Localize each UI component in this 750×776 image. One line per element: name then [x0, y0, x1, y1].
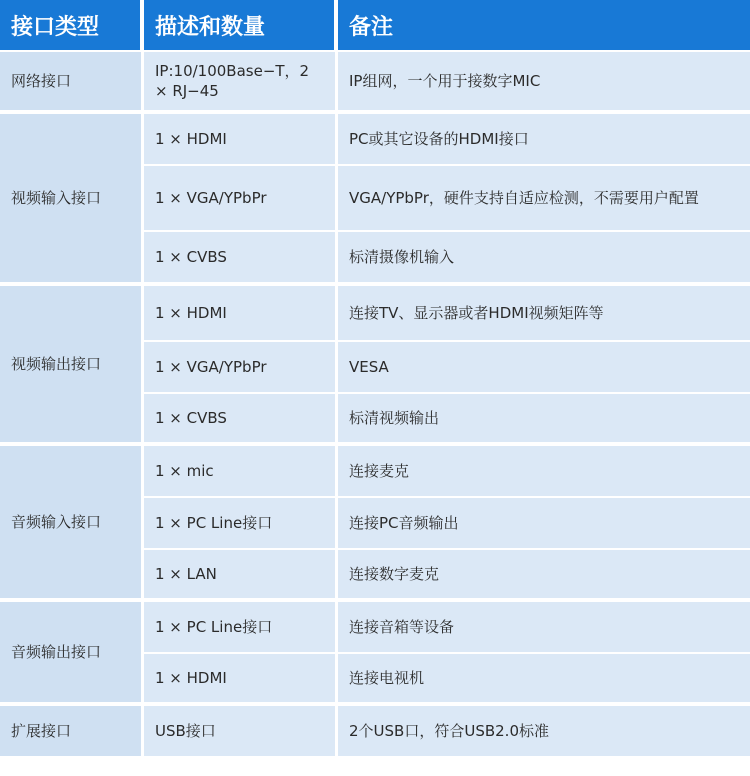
header-interface-type: 接口类型 [0, 0, 144, 52]
description-cell: 1 × LAN [144, 550, 338, 602]
note-cell: 标清摄像机输入 [338, 232, 750, 286]
interface-type-cell: 音频输出接口 [0, 602, 144, 706]
note-cell: 2个USB口，符合USB2.0标准 [338, 706, 750, 758]
description-cell: IP:10/100Base−T，2 × RJ−45 [144, 52, 338, 114]
interface-type-cell: 视频输入接口 [0, 114, 144, 286]
table-row [0, 52, 750, 114]
note-cell: 连接麦克 [338, 446, 750, 498]
note-cell: VESA [338, 342, 750, 394]
description-cell: 1 × HDMI [144, 286, 338, 342]
table-row [0, 114, 750, 166]
note-cell: 连接PC音频输出 [338, 498, 750, 550]
description-cell: 1 × PC Line接口 [144, 602, 338, 654]
note-cell: IP组网，一个用于接数字MIC [338, 52, 750, 114]
table-row [0, 286, 750, 342]
note-cell: 连接TV、显示器或者HDMI视频矩阵等 [338, 286, 750, 342]
description-cell: USB接口 [144, 706, 338, 758]
note-cell: 标清视频输出 [338, 394, 750, 446]
interface-type-cell: 音频输入接口 [0, 446, 144, 602]
note-cell: PC或其它设备的HDMI接口 [338, 114, 750, 166]
description-cell: 1 × CVBS [144, 394, 338, 446]
description-cell: 1 × VGA/YPbPr [144, 342, 338, 394]
description-cell: 1 × mic [144, 446, 338, 498]
table-row [0, 446, 750, 498]
header-description-quantity: 描述和数量 [144, 0, 338, 52]
header-notes: 备注 [338, 0, 750, 52]
interface-type-cell: 扩展接口 [0, 706, 144, 758]
note-cell: 连接数字麦克 [338, 550, 750, 602]
header-row [0, 0, 750, 52]
table-row [0, 706, 750, 758]
note-cell: 连接音箱等设备 [338, 602, 750, 654]
interface-type-cell: 网络接口 [0, 52, 144, 114]
description-cell: 1 × HDMI [144, 114, 338, 166]
interface-type-cell: 视频输出接口 [0, 286, 144, 446]
description-cell: 1 × PC Line接口 [144, 498, 338, 550]
description-cell: 1 × CVBS [144, 232, 338, 286]
note-cell: 连接电视机 [338, 654, 750, 706]
description-cell: 1 × VGA/YPbPr [144, 166, 338, 232]
note-cell: VGA/YPbPr，硬件支持自适应检测，不需要用户配置 [338, 166, 750, 232]
table-row [0, 602, 750, 654]
description-cell: 1 × HDMI [144, 654, 338, 706]
